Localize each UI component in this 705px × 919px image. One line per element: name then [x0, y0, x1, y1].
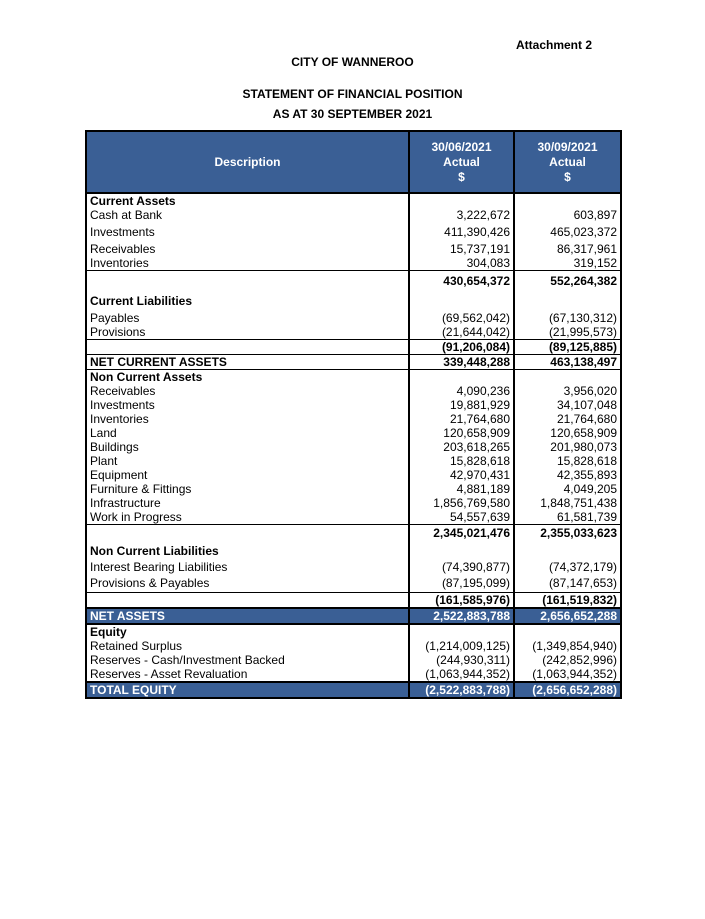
- subtotal-row: [86, 592, 621, 608]
- subtotal-row: [86, 271, 621, 291]
- row-label: Provisions & Payables: [86, 574, 409, 592]
- row-label: Receivables: [90, 242, 156, 256]
- value-30-09: 2,656,652,288: [514, 608, 621, 624]
- row-label: Investments: [90, 225, 155, 239]
- table-row: [86, 440, 621, 454]
- subtotal-row: [86, 339, 621, 354]
- value-30-09: 463,138,497: [514, 354, 621, 369]
- value-30-09: (1,349,854,940): [532, 639, 617, 653]
- row-label: Equipment: [90, 467, 148, 482]
- value-30-09: 34,107,048: [556, 397, 617, 412]
- value-30-06: 4,881,189: [409, 482, 514, 496]
- value-30-09: (21,995,573): [514, 325, 621, 340]
- value-30-09: 319,152: [573, 256, 617, 270]
- column-header-30-09-2021: [514, 131, 621, 193]
- description-column-header: Description: [86, 131, 409, 193]
- subtotal-30-06: 430,654,372: [409, 271, 514, 291]
- table-row: [86, 468, 621, 482]
- value-30-06: (87,195,099): [409, 574, 514, 592]
- subtotal-30-09: 552,264,382: [514, 271, 621, 291]
- section-heading-row: [86, 369, 621, 384]
- value-30-06: 339,448,288: [409, 354, 514, 369]
- value-30-09: (242,852,996): [542, 653, 617, 667]
- table-row: [86, 384, 621, 398]
- table-row: [86, 667, 621, 682]
- header-date: 30/06/2021: [431, 139, 492, 154]
- subtotal-30-09: (161,519,832): [542, 592, 617, 607]
- header-type: Actual: [443, 154, 480, 169]
- value-30-09: 201,980,073: [550, 439, 617, 454]
- value-30-09: 21,764,680: [556, 411, 617, 426]
- row-label: Infrastructure: [90, 495, 161, 510]
- row-label: Payables: [90, 310, 140, 325]
- row-label: TOTAL EQUITY: [86, 682, 409, 698]
- financial-position-table: [85, 130, 622, 699]
- table-row: [86, 412, 621, 426]
- attachment-label: Attachment 2: [516, 38, 593, 52]
- row-label: Buildings: [90, 439, 139, 454]
- value-30-06: 15,737,191: [409, 242, 514, 256]
- value-30-09: 603,897: [573, 208, 617, 222]
- value-30-06: 1,856,769,580: [409, 496, 514, 510]
- organisation-name: CITY OF WANNEROO: [291, 55, 414, 69]
- value-30-09: 4,049,205: [563, 481, 617, 496]
- row-label: Receivables: [90, 383, 156, 398]
- row-label: Retained Surplus: [90, 639, 183, 653]
- value-30-09: (67,130,312): [548, 310, 617, 325]
- subtotal-30-06: 2,345,021,476: [409, 524, 514, 542]
- section-heading-row: [86, 542, 621, 560]
- header-date: 30/09/2021: [537, 139, 598, 154]
- subtotal-row: [86, 524, 621, 542]
- table-row: [86, 482, 621, 496]
- value-30-09: 42,355,893: [556, 467, 617, 482]
- header-unit: $: [564, 169, 571, 184]
- subtotal-30-06: (161,585,976): [409, 592, 514, 608]
- table-row: [86, 426, 621, 440]
- table-header-row: [86, 131, 621, 193]
- row-label: Provisions: [86, 325, 409, 340]
- section-heading: Current Assets: [90, 194, 176, 208]
- table-row: [86, 222, 621, 242]
- table-row: [86, 454, 621, 468]
- row-label: Plant: [90, 453, 118, 468]
- section-heading: Non Current Liabilities: [90, 544, 219, 558]
- row-label: Investments: [90, 397, 155, 412]
- row-label: Land: [90, 425, 117, 440]
- subtotal-30-06: (91,206,084): [409, 339, 514, 354]
- value-30-09: (1,063,944,352): [532, 667, 617, 681]
- section-heading-row: [86, 193, 621, 208]
- value-30-09: 465,023,372: [550, 225, 617, 239]
- subtotal-30-09: 2,355,033,623: [514, 524, 621, 542]
- row-label: Reserves - Asset Revaluation: [90, 667, 248, 681]
- row-label: Inventories: [90, 256, 149, 270]
- row-label: Reserves - Cash/Investment Backed: [90, 653, 285, 667]
- value-30-06: 3,222,672: [409, 208, 514, 222]
- table-row: [86, 496, 621, 510]
- table-row: [86, 639, 621, 653]
- row-label: Furniture & Fittings: [90, 481, 192, 496]
- section-heading: Current Liabilities: [90, 293, 193, 308]
- value-30-09: 120,658,909: [550, 425, 617, 440]
- section-heading: Non Current Assets: [90, 369, 203, 384]
- value-30-06: (244,930,311): [409, 653, 514, 667]
- row-label: Interest Bearing Liabilities: [90, 560, 228, 574]
- value-30-06: 4,090,236: [409, 384, 514, 398]
- table-row: [86, 325, 621, 340]
- header-unit: $: [458, 169, 465, 184]
- section-heading-row: [86, 624, 621, 639]
- value-30-06: 203,618,265: [409, 440, 514, 454]
- value-30-09: (87,147,653): [514, 574, 621, 592]
- row-label: Work in Progress: [90, 509, 182, 524]
- table-row: [86, 242, 621, 256]
- value-30-06: 304,083: [409, 256, 514, 271]
- value-30-06: 19,881,929: [409, 398, 514, 412]
- value-30-09: 1,848,751,438: [540, 495, 617, 510]
- value-30-06: 15,828,618: [409, 454, 514, 468]
- statement-date: AS AT 30 SEPTEMBER 2021: [272, 107, 433, 121]
- row-label: Inventories: [90, 411, 149, 426]
- value-30-06: 54,557,639: [409, 510, 514, 525]
- net-current-assets-row: [86, 354, 621, 369]
- value-30-06: 21,764,680: [409, 412, 514, 426]
- subtotal-30-09: (89,125,885): [514, 339, 621, 354]
- value-30-09: (74,372,179): [548, 560, 617, 574]
- table-row: [86, 510, 621, 525]
- row-label: Cash at Bank: [90, 208, 163, 222]
- table-row: [86, 208, 621, 222]
- table-row: [86, 398, 621, 412]
- value-30-06: (1,063,944,352): [409, 667, 514, 682]
- table-row: [86, 560, 621, 574]
- row-label: NET ASSETS: [86, 608, 409, 624]
- value-30-09: 15,828,618: [556, 453, 617, 468]
- section-heading: Equity: [90, 625, 127, 639]
- value-30-06: (21,644,042): [409, 325, 514, 340]
- table-row: [86, 653, 621, 667]
- value-30-06: (69,562,042): [409, 311, 514, 325]
- total-equity-row: [86, 682, 621, 698]
- value-30-09: 86,317,961: [556, 242, 617, 256]
- value-30-06: (74,390,877): [409, 560, 514, 574]
- table-row: [86, 311, 621, 325]
- value-30-09: 3,956,020: [563, 383, 617, 398]
- column-header-30-06-2021: [409, 131, 514, 193]
- statement-title: STATEMENT OF FINANCIAL POSITION: [242, 87, 463, 101]
- net-assets-row: [86, 608, 621, 624]
- value-30-06: (1,214,009,125): [409, 639, 514, 653]
- table-row: [86, 574, 621, 592]
- table-row: [86, 256, 621, 271]
- row-label: NET CURRENT ASSETS: [86, 354, 409, 369]
- value-30-06: (2,522,883,788): [409, 682, 514, 698]
- value-30-09: 61,581,739: [556, 509, 617, 524]
- value-30-06: 2,522,883,788: [409, 608, 514, 624]
- section-heading-row: [86, 291, 621, 311]
- value-30-06: 411,390,426: [409, 222, 514, 242]
- value-30-06: 42,970,431: [409, 468, 514, 482]
- header-type: Actual: [549, 154, 586, 169]
- value-30-09: (2,656,652,288): [514, 682, 621, 698]
- value-30-06: 120,658,909: [409, 426, 514, 440]
